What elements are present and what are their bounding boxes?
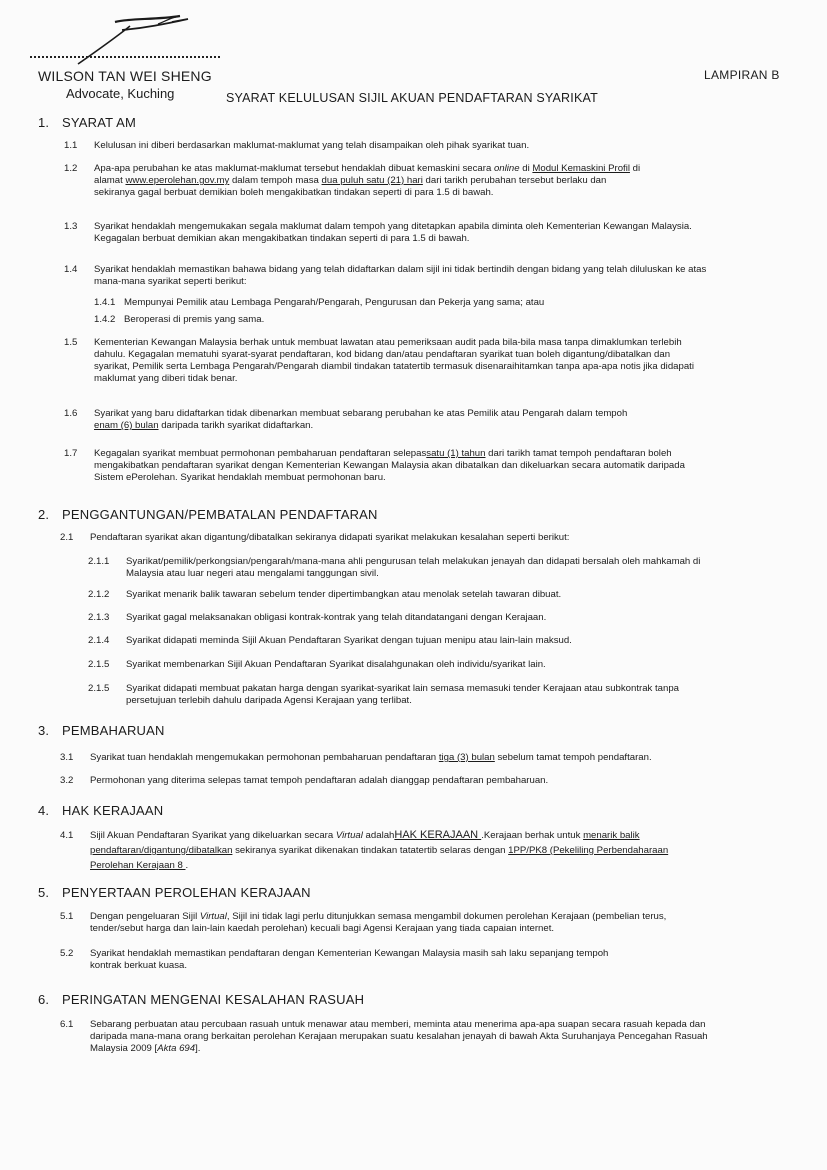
lawyer-title: Advocate, Kuching [66,86,175,101]
signature-image [60,10,240,70]
annex-label: LAMPIRAN B [704,68,780,82]
document-title: SYARAT KELULUSAN SIJIL AKUAN PENDAFTARAN SYARIKAT [226,91,598,105]
eperolehan-website-link: www.eperolehan.gov.my [125,175,230,186]
modul-kemaskini-profil-link: Modul Kemaskini Profil [532,163,630,174]
signature-line [30,56,220,58]
lawyer-name: WILSON TAN WEI SHENG [38,68,212,84]
